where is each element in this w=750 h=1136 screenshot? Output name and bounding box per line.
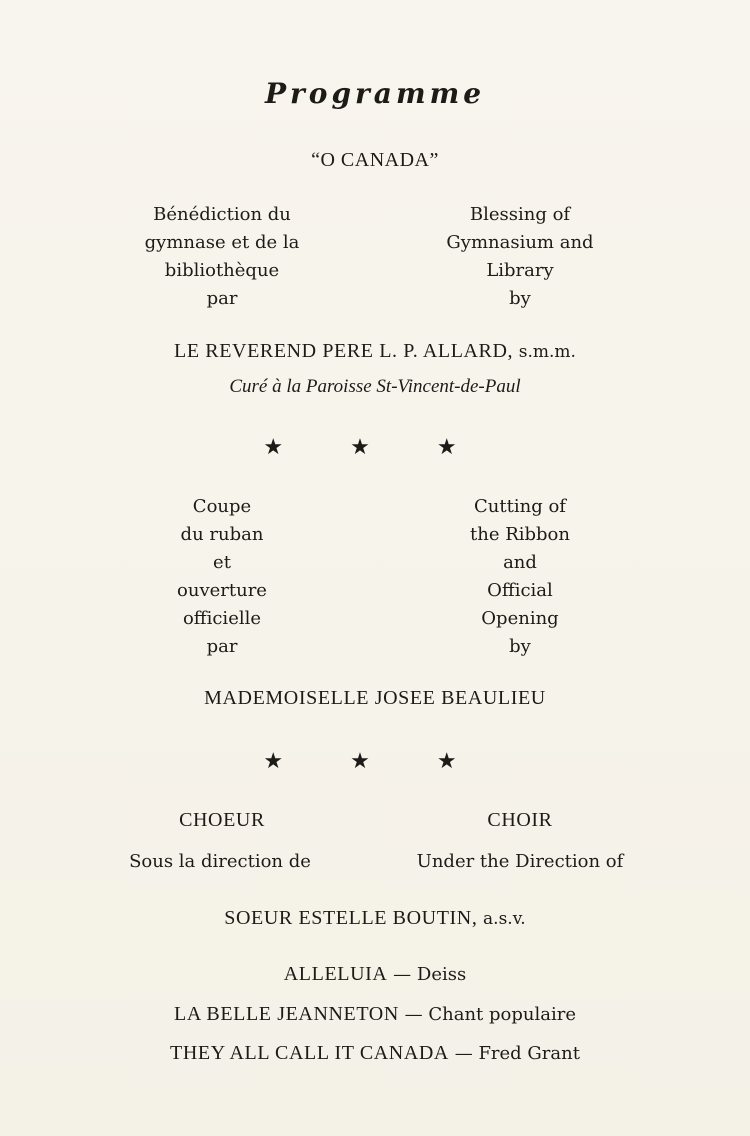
- ribbon-french-line-4: ouverture: [177, 580, 267, 601]
- ribbon-person: MADEMOISELLE JOSEE BEAULIEU: [204, 687, 546, 709]
- choir-direction-row: [0, 853, 750, 883]
- song-title-3: THEY ALL CALL IT CANADA: [170, 1042, 449, 1064]
- separator-stars-2: ★ ★ ★: [263, 749, 487, 774]
- blessing-french-line-1: Bénédiction du: [153, 204, 291, 225]
- song-title-2: LA BELLE JEANNETON: [174, 1003, 399, 1025]
- ribbon-english-line-4: Official: [487, 580, 553, 601]
- choir-director-line: [0, 908, 750, 928]
- song-credit-3: Fred Grant: [478, 1043, 580, 1064]
- blessing-french-column: [132, 201, 312, 313]
- ribbon-english-line-2: the Ribbon: [470, 524, 570, 545]
- choir-english-direction: Under the Direction of: [416, 851, 624, 872]
- choir-director-name: SOEUR ESTELLE BOUTIN,: [224, 907, 478, 929]
- page-title: Programme: [264, 77, 486, 110]
- ribbon-english-line-3: and: [503, 552, 537, 573]
- ribbon-english-line-1: Cutting of: [474, 496, 566, 517]
- blessing-french-line-2: gymnase et de la: [144, 232, 300, 253]
- ribbon-french-line-2: du ruban: [180, 524, 264, 545]
- ribbon-french-line-5: officielle: [182, 608, 262, 629]
- choir-heading-row: [0, 810, 750, 840]
- ribbon-french-line-6: par: [206, 636, 238, 657]
- blessing-english-line-1: Blessing of: [469, 204, 571, 225]
- officiant-name-line: [0, 341, 750, 361]
- choir-french-direction: Sous la direction de: [129, 851, 311, 872]
- song-credit-2: Chant populaire: [428, 1004, 576, 1025]
- song-separator-3: —: [448, 1043, 479, 1064]
- song-line-2: [0, 1004, 750, 1024]
- blessing-english-column: [430, 201, 610, 313]
- ribbon-french-line-1: Coupe: [192, 496, 252, 517]
- song-title-1: ALLELUIA: [283, 963, 388, 985]
- choir-french-heading: CHOEUR: [179, 809, 265, 831]
- anthem-title: “O CANADA”: [311, 149, 439, 171]
- song-separator-1: —: [387, 964, 417, 985]
- ribbon-english-line-6: by: [509, 636, 531, 657]
- officiant-name: LE REVEREND PERE L. P. ALLARD,: [174, 340, 514, 362]
- song-separator-2: —: [398, 1004, 429, 1025]
- blessing-english-line-4: by: [509, 288, 531, 309]
- song-credit-1: Deiss: [416, 964, 467, 985]
- officiant-role: Curé à la Paroisse St-Vincent-de-Paul: [229, 376, 521, 397]
- choir-english-heading: CHOIR: [487, 809, 553, 831]
- blessing-french-line-4: par: [206, 288, 238, 309]
- choir-director-suffix: a.s.v.: [483, 909, 526, 929]
- ribbon-french-line-3: et: [213, 552, 231, 573]
- ribbon-english-line-5: Opening: [481, 608, 559, 629]
- blessing-french-line-3: bibliothèque: [164, 260, 280, 281]
- separator-stars-1: ★ ★ ★: [263, 435, 487, 460]
- ribbon-french-column: [132, 493, 312, 661]
- blessing-english-line-3: Library: [486, 260, 554, 281]
- officiant-suffix: s.m.m.: [518, 342, 576, 362]
- blessing-english-line-2: Gymnasium and: [446, 232, 594, 253]
- ribbon-english-column: [430, 493, 610, 661]
- song-line-3: [0, 1043, 750, 1063]
- song-line-1: [0, 964, 750, 984]
